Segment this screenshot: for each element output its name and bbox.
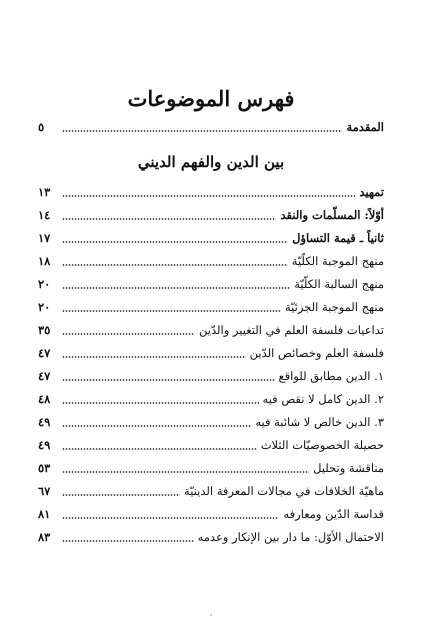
toc-entry-page: ٥ [38,120,45,134]
toc-entry-page: ١٤ [38,208,51,222]
toc-row [38,412,384,432]
toc-entry-page: ٤٧ [38,369,51,383]
dot-leader [62,494,180,496]
dot-leader [62,517,279,519]
toc-row [38,343,384,363]
toc-entry-label: ٢. الدين كامل لا نقص فيه [262,392,384,406]
dot-leader [62,218,276,220]
dot-leader [62,130,342,132]
toc-entry-page: ٣٥ [38,323,51,337]
toc-entry-label: أوّلاً: المسلّمات والنقد [280,208,384,222]
toc-entry-page: ٤٩ [38,438,51,452]
dot-leader [62,425,251,427]
toc-entry-page: ٨٣ [38,530,51,544]
toc-entry-label: حصيلة الخصوصيّات الثلاث [260,438,384,452]
toc-row [38,182,384,202]
toc-entry-label: منهج الموجبة الجزئيّة [284,300,384,314]
dot-leader [62,402,259,404]
toc-entry-page: ٥٣ [38,461,51,475]
dot-leader [62,310,281,312]
section-heading: بين الدين والفهم الديني [137,153,285,171]
toc-row [38,320,384,340]
dot-leader [62,195,355,197]
dot-leader [62,287,290,289]
toc-entry-page: ٦٧ [38,484,51,498]
toc-entry-page: ٤٧ [38,346,51,360]
toc-entry-page: ١٨ [38,254,51,268]
toc-entry-page: ١٧ [38,231,51,245]
toc-entry-label: مناقشة وتحليل [313,461,384,475]
toc-entry-label: ٣. الدين خالص لا شائبة فيه [255,415,384,429]
toc-entry-label: الاحتمال الأوّل: ما دار بين الإنكار وعدمه [197,530,384,544]
toc-entry-label: المقدمة [346,120,384,134]
toc-entry-page: ٨١ [38,507,51,521]
toc-row [38,274,384,294]
toc-entry-label: قداسة الدّين ومعارفه [283,507,384,521]
toc-row [38,389,384,409]
toc-entry-label: منهج الموجبة الكلّيّة [291,254,384,268]
toc-row [38,527,384,547]
dot-leader [62,471,309,473]
dot-leader [62,333,195,335]
toc-entry-label: منهج السالبة الكلّيّة [294,277,384,291]
toc-row [38,366,384,386]
page-title: فهرس الموضوعات [127,86,295,111]
toc-row [38,435,384,455]
toc-row [38,481,384,501]
toc-entry-page: ٢٠ [38,277,51,291]
toc-entry-page: ٢٠ [38,300,51,314]
toc-entry-page: ٤٩ [38,415,51,429]
toc-row-intro [38,117,384,137]
toc-row [38,458,384,478]
dot-leader [62,540,194,542]
toc-entry-page: ١٣ [38,185,51,199]
dot-leader [62,379,275,381]
dot-leader [62,448,257,450]
toc-row [38,205,384,225]
page-mark: · [209,611,213,620]
toc-row [38,228,384,248]
toc-entry-label: ثانياً ـ قيمة التساؤل [292,231,384,245]
toc-entry-label: تمهيد [359,185,384,199]
toc-entry-page: ٤٨ [38,392,51,406]
toc-row [38,251,384,271]
toc-entry-label: تداعيات فلسفة العلم في التغيير والدّين [199,323,384,337]
toc-entry-label: ١. الدين مطابق للواقع [278,369,384,383]
dot-leader [62,241,288,243]
toc-entry-label: فلسفة العلم وخصائص الدّين [249,346,384,360]
dot-leader [62,264,288,266]
toc-entry-label: ماهيّة الخلافات في مجالات المعرفة الدينيّة [184,484,384,498]
dot-leader [62,356,246,358]
toc-row [38,504,384,524]
toc-row [38,297,384,317]
